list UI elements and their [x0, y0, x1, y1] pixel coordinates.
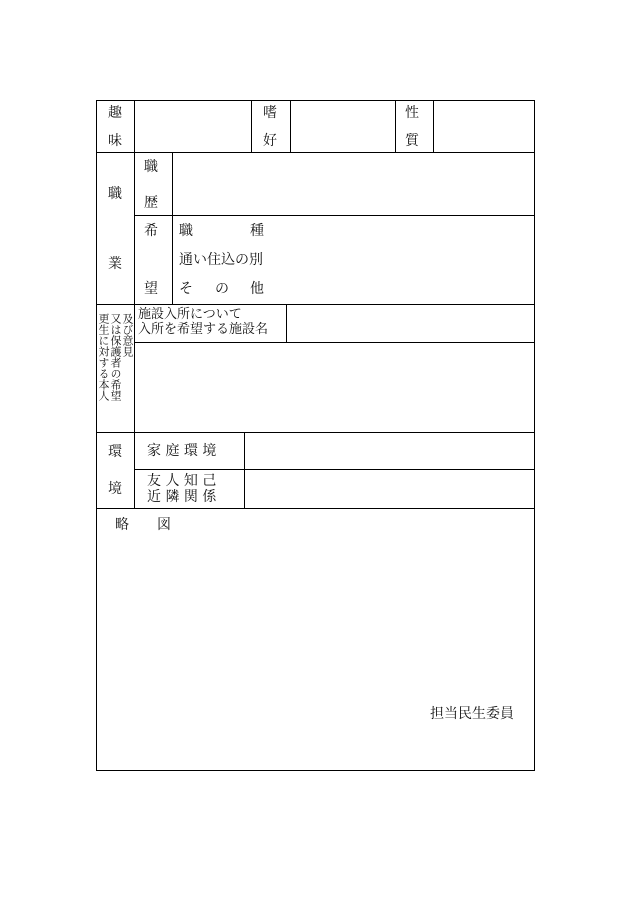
hobby-label-1: 趣	[108, 105, 122, 121]
facility-label-line-2: 入所を希望する施設名	[138, 322, 269, 337]
preference-field[interactable]	[291, 101, 395, 152]
sketch-area[interactable]	[97, 509, 534, 769]
wishes-field[interactable]	[135, 343, 534, 432]
environment-label-2: 境	[108, 481, 122, 497]
preference-label-1: 嗜	[263, 105, 277, 121]
job-history-label-2: 歴	[144, 195, 158, 211]
preference-label-2: 好	[263, 133, 277, 149]
sketch-label: 略 図	[115, 517, 171, 533]
character-field[interactable]	[434, 101, 534, 152]
hobby-label-2: 味	[108, 133, 122, 149]
friends-label-1: 友 人 知 己	[147, 473, 217, 489]
wishes-label-col-2: 又は保護者の希望	[109, 313, 122, 401]
col-divider	[395, 101, 396, 152]
job-type-label-2: 種	[250, 223, 264, 239]
environment-label-1: 環	[108, 444, 122, 460]
occupation-label-2: 業	[108, 256, 122, 272]
facility-label-line-1: 施設入所について	[138, 307, 242, 322]
other-label-1: そ	[179, 281, 193, 297]
character-label-1: 性	[405, 105, 419, 121]
other-label-3: 他	[250, 281, 264, 297]
wishes-label-col-3: 更生に対する本人	[97, 313, 110, 401]
friends-label-2: 近 隣 関 係	[147, 489, 217, 505]
occupation-wish-field[interactable]	[269, 216, 534, 304]
home-environment-field[interactable]	[245, 433, 534, 469]
hobby-field[interactable]	[135, 101, 251, 152]
job-type-label-1: 職	[179, 223, 193, 239]
col-divider	[134, 152, 135, 304]
job-history-field[interactable]	[173, 153, 534, 215]
wishes-label-col-1: 及び意見	[121, 313, 134, 357]
facility-name-field[interactable]	[287, 305, 534, 342]
col-divider	[251, 101, 252, 152]
home-environment-label: 家 庭 環 境	[147, 443, 217, 459]
friends-neighbors-field[interactable]	[245, 470, 534, 508]
wish-label-1: 希	[144, 223, 158, 239]
welfare-record-form	[96, 100, 535, 771]
character-label-2: 質	[405, 133, 419, 149]
col-divider	[134, 432, 135, 508]
occupation-label-1: 職	[108, 186, 122, 202]
job-history-label-1: 職	[144, 159, 158, 175]
wish-label-2: 望	[144, 281, 158, 297]
other-label-2: の	[215, 281, 229, 297]
commute-or-live-in-label: 通い住込の別	[179, 252, 263, 268]
commissioner-label: 担当民生委員	[430, 706, 514, 722]
